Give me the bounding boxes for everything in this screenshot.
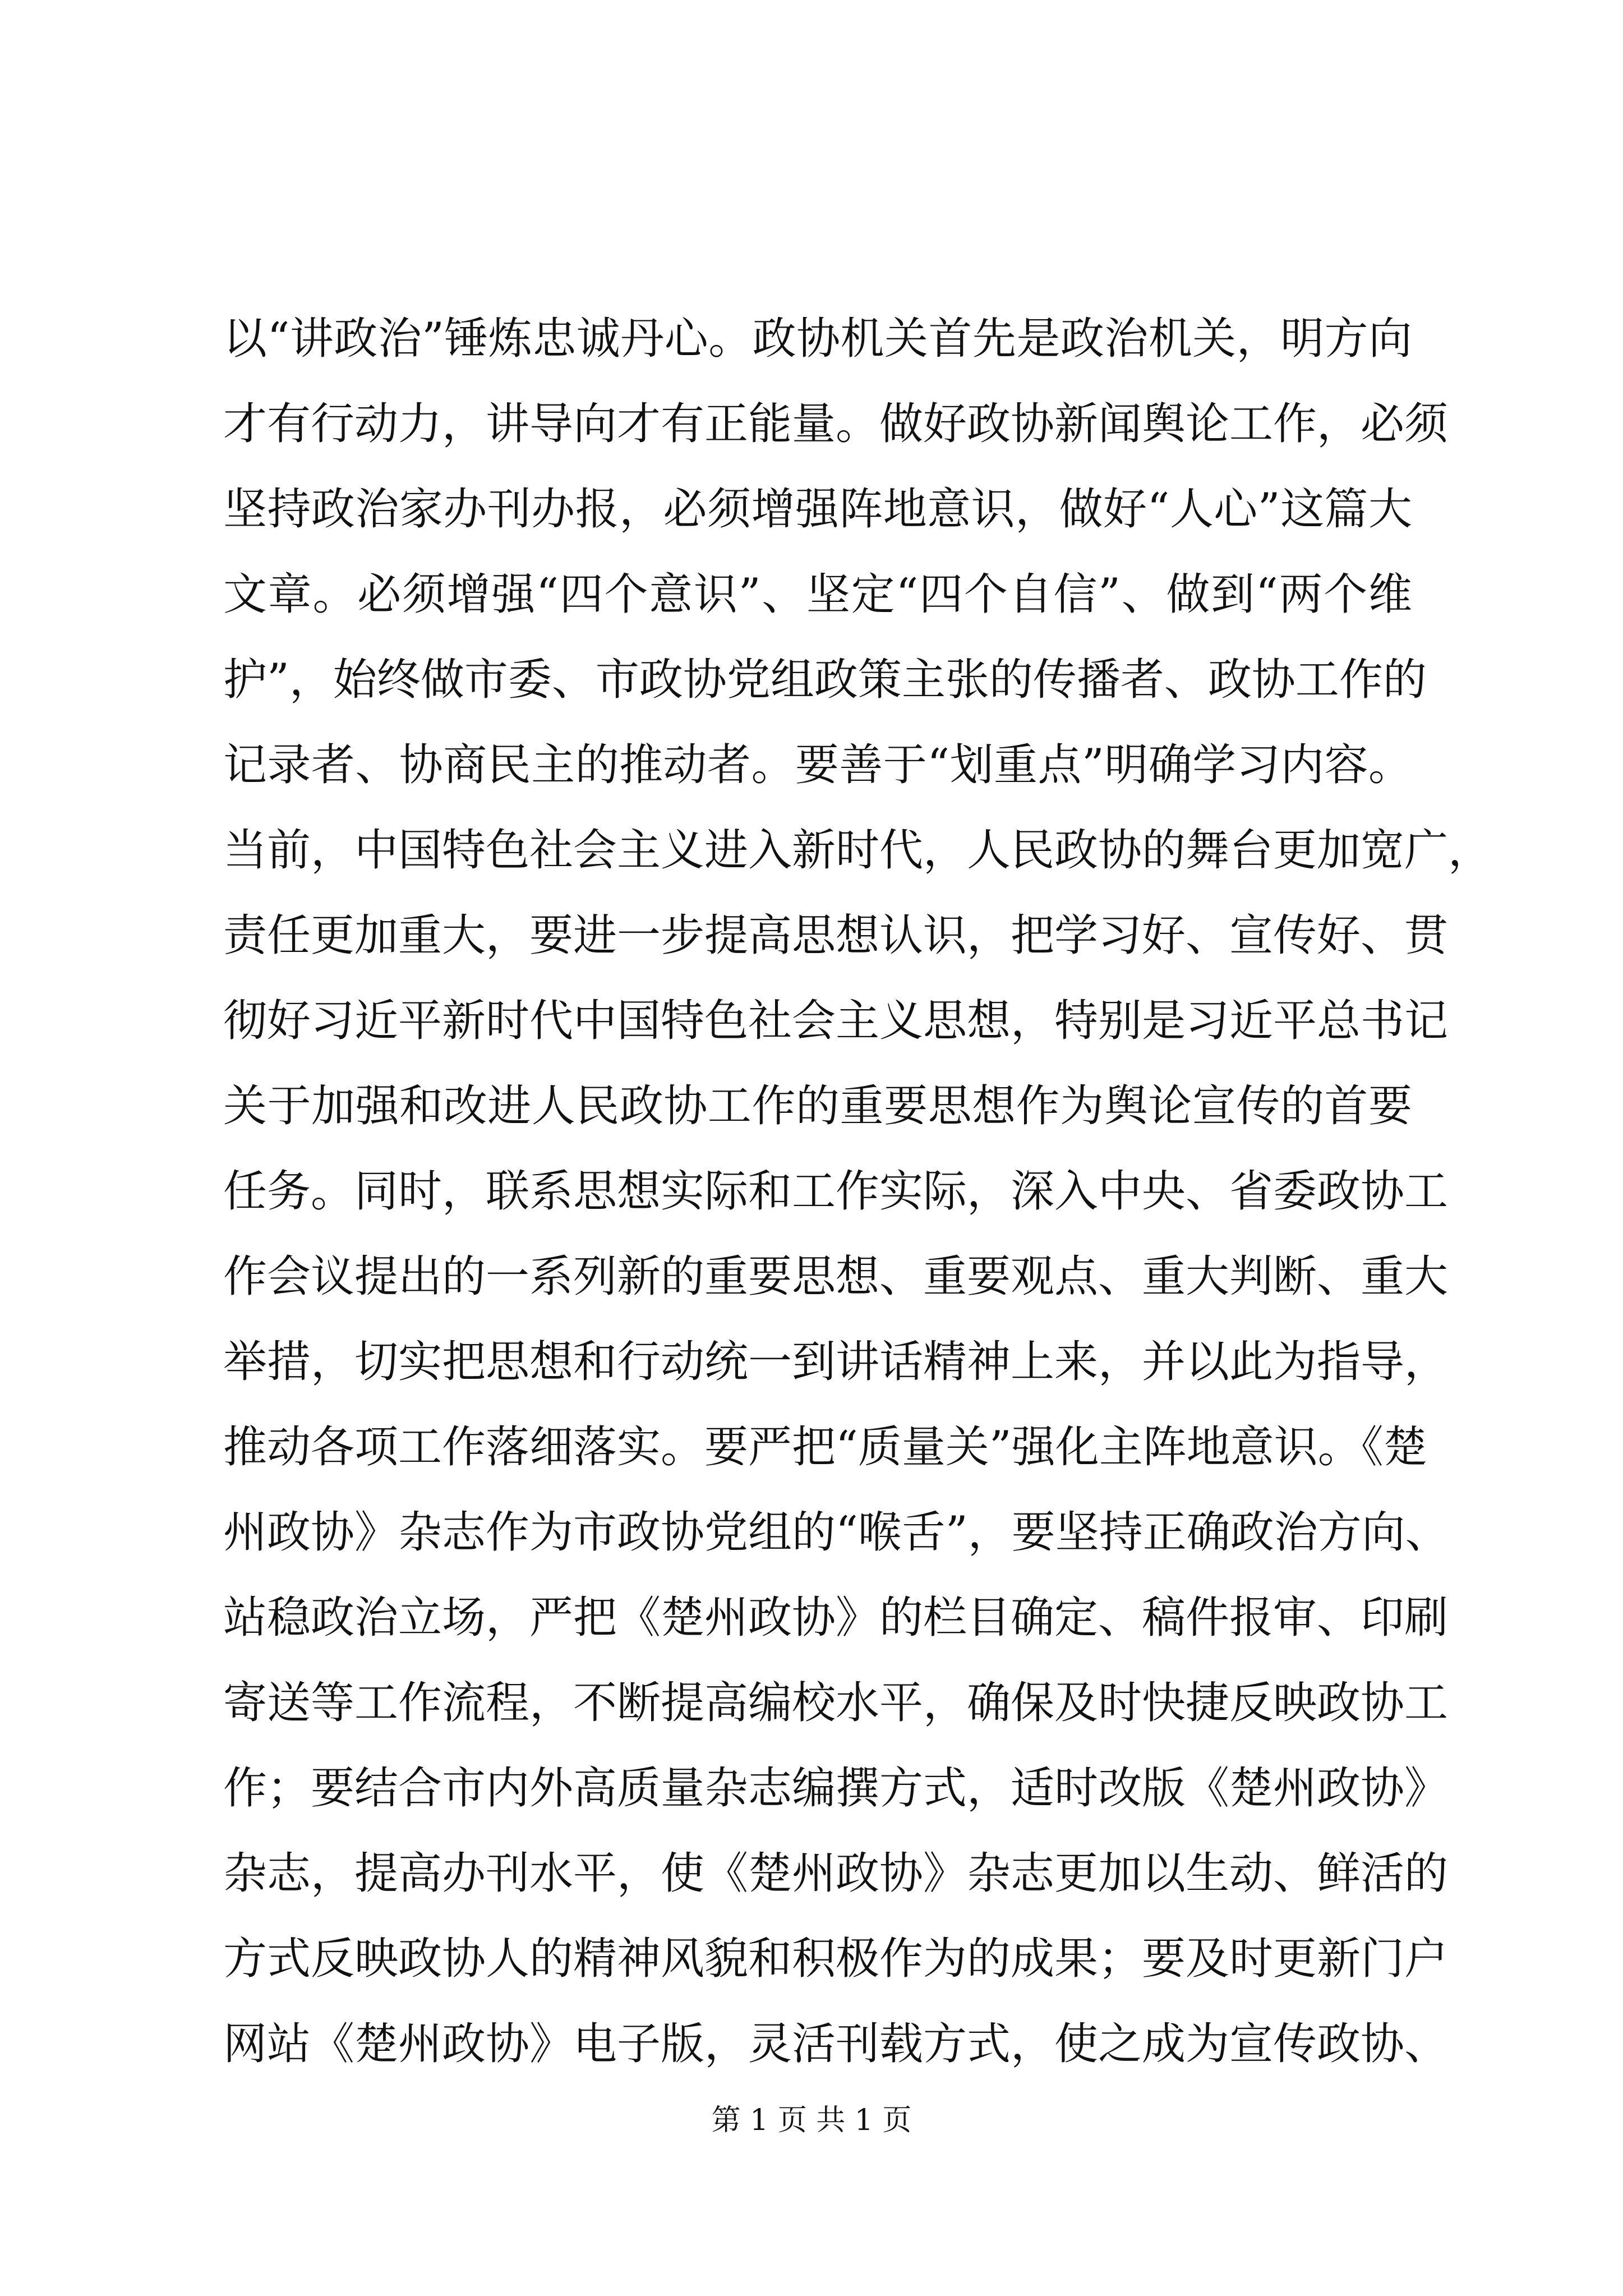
text-line: 推动各项工作落细落实。要严把“质量关”强化主阵地意识。《楚 bbox=[223, 1422, 1427, 1473]
text-line: 以“讲政治”锤炼忠诚丹心。政协机关首先是政治机关，明方向 bbox=[223, 314, 1412, 364]
text-line: 彻好习近平新时代中国特色社会主义思想，特别是习近平总书记 bbox=[223, 996, 1449, 1046]
page-number-label: 第 1 页 共 1 页 bbox=[711, 2104, 912, 2137]
body-text bbox=[223, 296, 1492, 2087]
text-line: 方式反映政协人的精神风貌和积极作为的成果；要及时更新门户 bbox=[223, 1934, 1449, 1984]
text-line: 作；要结合市内外高质量杂志编撰方式，适时改版《楚州政协》 bbox=[223, 1763, 1449, 1814]
text-line: 站稳政治立场，严把《楚州政协》的栏目确定、稿件报审、印刷 bbox=[223, 1593, 1449, 1643]
text-line: 坚持政治家办刊办报，必须增强阵地意识，做好“人心”这篇大 bbox=[223, 484, 1412, 535]
text-line: 杂志，提高办刊水平，使《楚州政协》杂志更加以生动、鲜活的 bbox=[223, 1848, 1449, 1899]
text-line: 举措，切实把思想和行动统一到讲话精神上来，并以此为指导， bbox=[223, 1337, 1449, 1387]
text-line: 责任更加重大，要进一步提高思想认识，把学习好、宣传好、贯 bbox=[223, 910, 1449, 961]
text-line: 作会议提出的一系列新的重要思想、重要观点、重大判断、重大 bbox=[223, 1251, 1449, 1302]
text-line: 寄送等工作流程，不断提高编校水平，确保及时快捷反映政协工 bbox=[223, 1678, 1449, 1728]
text-line: 网站《楚州政协》电子版，灵活刊载方式，使之成为宣传政协、 bbox=[223, 2019, 1449, 2069]
text-line: 记录者、协商民主的推动者。要善于“划重点”明确学习内容。 bbox=[223, 740, 1412, 790]
text-line: 州政协》杂志作为市政协党组的“喉舌”，要坚持正确政治方向、 bbox=[223, 1507, 1449, 1558]
text-line: 当前，中国特色社会主义进入新时代，人民政协的舞台更加宽广， bbox=[223, 825, 1492, 876]
text-line: 关于加强和改进人民政协工作的重要思想作为舆论宣传的首要 bbox=[223, 1081, 1412, 1131]
text-line: 文章。必须增强“四个意识”、坚定“四个自信”、做到“两个维 bbox=[223, 569, 1412, 620]
text-line: 护”，始终做市委、市政协党组政策主张的传播者、政协工作的 bbox=[223, 655, 1427, 705]
text-line: 任务。同时，联系思想实际和工作实际，深入中央、省委政协工 bbox=[223, 1166, 1449, 1217]
text-line: 才有行动力，讲导向才有正能量。做好政协新闻舆论工作，必须 bbox=[223, 399, 1449, 449]
page-footer bbox=[0, 2101, 1623, 2140]
